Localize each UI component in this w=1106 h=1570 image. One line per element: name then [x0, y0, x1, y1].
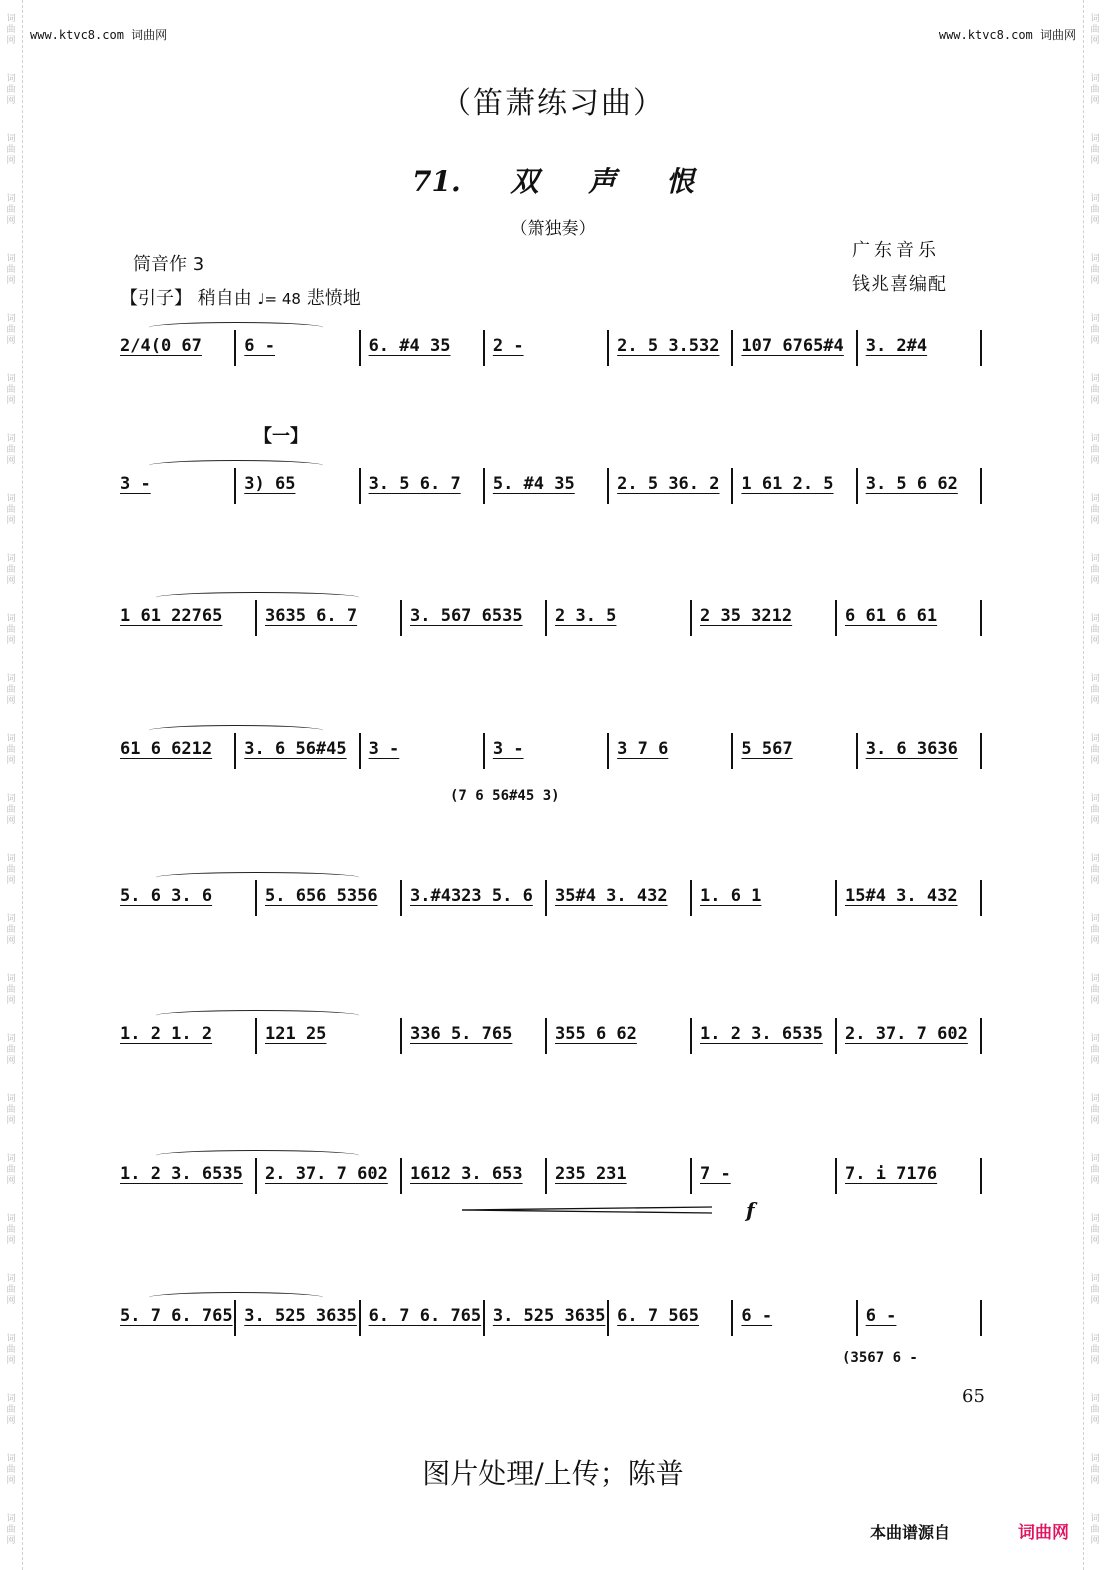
measure: 2 -: [492, 336, 524, 356]
measure: 7 -: [700, 1164, 731, 1184]
score-line: [112, 330, 992, 370]
barline: [731, 468, 733, 504]
score-line: [112, 733, 992, 773]
watermark-glyph-group: 词 曲 网: [6, 433, 16, 466]
watermark-glyph-group: 词 曲 网: [1090, 793, 1100, 826]
measure: 3. 6 3636: [865, 739, 958, 759]
watermark-glyph-group: 词 曲 网: [1090, 373, 1100, 406]
barline: [835, 880, 837, 916]
diminuendo-hairpin: [462, 1205, 712, 1215]
measure: 3635 6. 7: [265, 606, 358, 626]
barline: [255, 600, 257, 636]
watermark-glyph-group: 词 曲 网: [6, 913, 16, 946]
watermark-glyph-group: 词 曲 网: [6, 1153, 16, 1186]
measure: 3 7 6: [617, 739, 669, 759]
measure: 5. #4 35: [492, 474, 575, 494]
dynamic-forte: f: [746, 1198, 755, 1222]
measure: 5 567: [741, 739, 793, 759]
barline: [545, 880, 547, 916]
measure: 3. 525 3635: [244, 1306, 357, 1326]
watermark-glyph-group: 词 曲 网: [6, 673, 16, 706]
phrase-slur: [156, 872, 359, 883]
phrase-slur: [149, 1292, 323, 1303]
measure: 3. 525 3635: [492, 1306, 606, 1326]
tempo-marking: [120, 284, 361, 310]
watermark-glyph-group: 词 曲 网: [6, 1093, 16, 1126]
watermark-glyph-group: 词 曲 网: [6, 553, 16, 586]
watermark-glyph-group: 词 曲 网: [6, 133, 16, 166]
barline: [980, 1300, 982, 1336]
watermark-glyph-group: 词 曲 网: [1090, 1213, 1100, 1246]
alternate-line-4: (7 6 56#45 3): [450, 788, 560, 804]
measure: 1 61 22765: [120, 606, 223, 626]
tempo-value: ♩= 48: [257, 290, 301, 308]
measure: 2 3. 5: [555, 606, 617, 626]
score-line: [112, 880, 992, 920]
watermark-glyph-group: 词 曲 网: [1090, 433, 1100, 466]
measure: 1 61 2. 5: [741, 474, 834, 494]
measure: 3. 567 6535: [410, 606, 523, 626]
measure: 61 6 6212: [120, 739, 213, 759]
measure: 3 -: [368, 739, 400, 759]
phrase-slur: [149, 460, 323, 471]
page-number: 65: [962, 1386, 985, 1407]
measure: 7. i 7176: [845, 1164, 938, 1184]
watermark-glyph-group: 词 曲 网: [6, 13, 16, 46]
measure: 2. 5 3.532: [617, 336, 720, 356]
piece-subtitle: （箫独奏）: [510, 219, 596, 239]
measure: 1. 2 3. 6535: [120, 1164, 243, 1184]
phrase-slur: [156, 1010, 359, 1021]
watermark-glyph-group: 词 曲 网: [6, 73, 16, 106]
score-line: [112, 1018, 992, 1058]
watermark-glyph-group: 词 曲 网: [6, 313, 16, 346]
measure: 107 6765#4: [741, 336, 844, 356]
measure: 1. 2 3. 6535: [700, 1024, 823, 1044]
barline: [835, 1158, 837, 1194]
barline: [856, 733, 858, 769]
barline: [400, 880, 402, 916]
watermark-glyph-group: 词 曲 网: [6, 853, 16, 886]
barline: [980, 330, 982, 366]
watermark-glyph-group: 词 曲 网: [1090, 853, 1100, 886]
watermark-glyph-group: 词 曲 网: [6, 1273, 16, 1306]
barline: [856, 1300, 858, 1336]
barline: [359, 330, 361, 366]
measure: 6. 7 565: [617, 1306, 700, 1326]
watermark-glyph-group: 词 曲 网: [6, 1033, 16, 1066]
measure: 1612 3. 653: [410, 1164, 523, 1184]
score-line: [112, 1300, 992, 1340]
measure: 6 -: [244, 336, 275, 356]
measure: 3. 5 6 62: [865, 474, 958, 494]
barline: [234, 733, 236, 769]
measure: 5. 7 6. 765: [120, 1306, 233, 1326]
barline: [234, 468, 236, 504]
watermark-glyph-group: 词 曲 网: [1090, 493, 1100, 526]
barline: [731, 330, 733, 366]
watermark-glyph-group: 词 曲 网: [1090, 253, 1100, 286]
watermark-glyph-group: 词 曲 网: [1090, 913, 1100, 946]
barline: [980, 1158, 982, 1194]
watermark-glyph-group: 词 曲 网: [1090, 13, 1100, 46]
phrase-slur: [149, 725, 323, 736]
barline: [690, 1158, 692, 1194]
barline: [835, 1018, 837, 1054]
watermark-glyph-group: 词 曲 网: [6, 493, 16, 526]
barline: [980, 1018, 982, 1054]
watermark-glyph-group: 词 曲 网: [6, 1453, 16, 1486]
phrase-slur: [156, 592, 359, 603]
barline: [483, 468, 485, 504]
phrase-slur: [156, 1150, 359, 1161]
measure: 1. 6 1: [700, 886, 762, 906]
barline: [980, 880, 982, 916]
barline: [545, 1158, 547, 1194]
barline: [607, 468, 609, 504]
watermark-glyph-group: 词 曲 网: [1090, 1093, 1100, 1126]
brand-link[interactable]: 词曲网: [1018, 1523, 1069, 1543]
barline: [483, 330, 485, 366]
measure: 6 61 6 61: [845, 606, 938, 626]
measure: 1. 2 1. 2: [120, 1024, 213, 1044]
watermark-glyph-group: 词 曲 网: [1090, 733, 1100, 766]
series-title: （笛萧练习曲）: [441, 86, 665, 121]
barline: [545, 1018, 547, 1054]
watermark-glyph-group: 词 曲 网: [6, 733, 16, 766]
watermark-glyph-group: 词 曲 网: [1090, 1333, 1100, 1366]
barline: [731, 733, 733, 769]
measure: 2. 37. 7 602: [845, 1024, 968, 1044]
measure: 235 231: [555, 1164, 627, 1184]
barline: [980, 468, 982, 504]
watermark-glyph-group: 词 曲 网: [1090, 133, 1100, 166]
watermark-glyph-group: 词 曲 网: [1090, 193, 1100, 226]
measure: 3.#4323 5. 6: [410, 886, 533, 906]
barline: [359, 468, 361, 504]
measure: 355 6 62: [555, 1024, 637, 1044]
barline: [607, 733, 609, 769]
watermark-glyph-group: 词 曲 网: [6, 1513, 16, 1546]
measure: 2/4(0 67: [120, 336, 202, 356]
watermark-glyph-group: 词 曲 网: [6, 253, 16, 286]
barline: [607, 1300, 609, 1336]
measure: 35#4 3. 432: [555, 886, 668, 906]
measure: 6 -: [741, 1306, 773, 1326]
watermark-glyph-group: 词 曲 网: [6, 613, 16, 646]
watermark-glyph-group: 词 曲 网: [1090, 973, 1100, 1006]
measure: 3. 5 6. 7: [368, 474, 461, 494]
measure: 6 -: [865, 1306, 897, 1326]
measure: 3) 65: [244, 474, 296, 494]
measure: 336 5. 765: [410, 1024, 513, 1044]
site-tag-right[interactable]: www.ktvc8.com 词曲网: [938, 28, 1076, 42]
watermark-glyph-group: 词 曲 网: [6, 193, 16, 226]
barline: [255, 1158, 257, 1194]
barline: [690, 880, 692, 916]
barline: [400, 1018, 402, 1054]
measure: 121 25: [265, 1024, 327, 1044]
barline: [483, 1300, 485, 1336]
measure: 15#4 3. 432: [845, 886, 958, 906]
barline: [980, 600, 982, 636]
barline: [359, 733, 361, 769]
barline: [690, 600, 692, 636]
barline: [234, 1300, 236, 1336]
measure: 3. 2#4: [865, 336, 928, 356]
measure: 3. 6 56#45: [244, 739, 347, 759]
score-line: [112, 1158, 992, 1198]
measure: 2. 37. 7 602: [265, 1164, 388, 1184]
watermark-glyph-group: 词 曲 网: [1090, 613, 1100, 646]
watermark-glyph-group: 词 曲 网: [1090, 1033, 1100, 1066]
barline: [607, 330, 609, 366]
watermark-glyph-group: 词 曲 网: [6, 1393, 16, 1426]
tempo-prefix: 【引子】 稍自由: [120, 288, 252, 309]
watermark-glyph-group: 词 曲 网: [1090, 73, 1100, 106]
measure: 6. #4 35: [368, 336, 451, 356]
arranger-credit: 钱兆喜编配: [852, 274, 947, 295]
measure: 3 -: [120, 474, 151, 494]
measure: 5. 6 3. 6: [120, 886, 213, 906]
watermark-glyph-group: 词 曲 网: [1090, 673, 1100, 706]
phrase-slur: [149, 322, 323, 333]
barline: [400, 1158, 402, 1194]
measure: 6. 7 6. 765: [368, 1306, 482, 1326]
barline: [856, 330, 858, 366]
watermark-glyph-group: 词 曲 网: [6, 373, 16, 406]
watermark-glyph-group: 词 曲 网: [6, 1333, 16, 1366]
watermark-glyph-group: 词 曲 网: [1090, 1513, 1100, 1546]
barline: [400, 600, 402, 636]
barline: [980, 733, 982, 769]
measure: 2 35 3212: [700, 606, 793, 626]
watermark-glyph-group: 词 曲 网: [6, 793, 16, 826]
barline: [255, 1018, 257, 1054]
site-tag-left[interactable]: www.ktvc8.com 词曲网: [30, 28, 168, 42]
barline: [359, 1300, 361, 1336]
barline: [545, 600, 547, 636]
key-signature: 筒音作 3: [133, 254, 205, 275]
measure: 5. 656 5356: [265, 886, 378, 906]
measure: 2. 5 36. 2: [617, 474, 720, 494]
barline: [731, 1300, 733, 1336]
tempo-mood: 悲愤地: [306, 288, 361, 309]
barline: [483, 733, 485, 769]
watermark-glyph-group: 词 曲 网: [1090, 1273, 1100, 1306]
barline: [835, 600, 837, 636]
measure: 3 -: [492, 739, 524, 759]
watermark-glyph-group: 词 曲 网: [6, 973, 16, 1006]
watermark-glyph-group: 词 曲 网: [1090, 553, 1100, 586]
uploader-credit: 图片处理/上传；陈普: [422, 1457, 684, 1490]
piece-title: 71. 双 声 恨: [412, 165, 694, 198]
barline: [690, 1018, 692, 1054]
watermark-glyph-group: 词 曲 网: [6, 1213, 16, 1246]
section-mark: 【一】: [254, 426, 308, 447]
score-line: [112, 468, 992, 508]
watermark-glyph-group: 词 曲 网: [1090, 1153, 1100, 1186]
watermark-glyph-group: 词 曲 网: [1090, 1393, 1100, 1426]
origin-credit: 广东音乐: [852, 240, 940, 261]
barline: [856, 468, 858, 504]
barline: [255, 880, 257, 916]
score-line: [112, 600, 992, 640]
source-label: 本曲谱源自: [870, 1523, 951, 1542]
watermark-glyph-group: 词 曲 网: [1090, 313, 1100, 346]
alternate-line-8: (3567 6 -: [842, 1350, 918, 1366]
watermark-glyph-group: 词 曲 网: [1090, 1453, 1100, 1486]
barline: [234, 330, 236, 366]
